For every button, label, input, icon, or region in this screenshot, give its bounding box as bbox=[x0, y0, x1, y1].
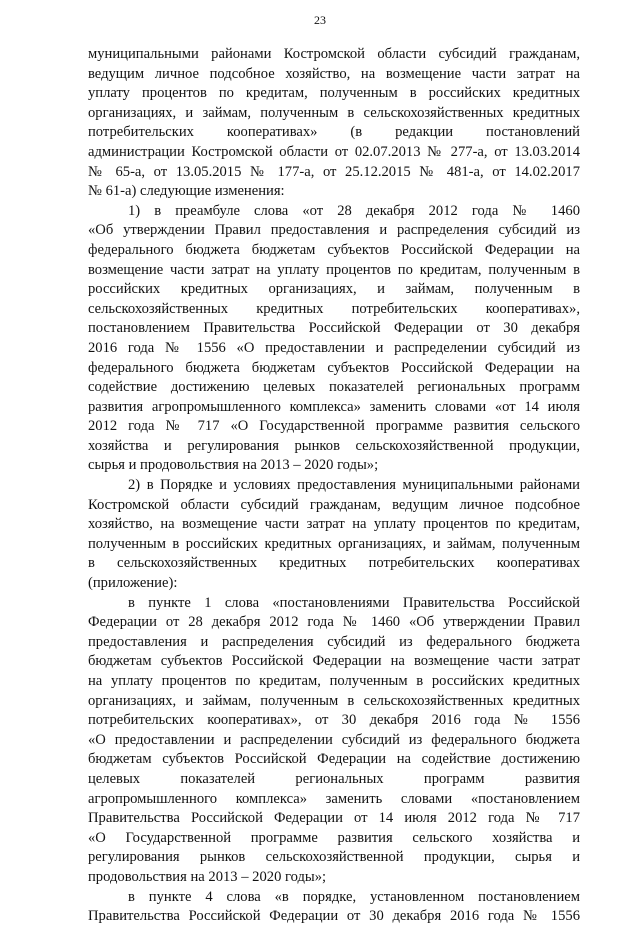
text-line: федерального бюджета бюджетам субъектов Российской Федерации на bbox=[88, 359, 580, 376]
text-line: федерального бюджета бюджетам субъектов Российской Федерации на bbox=[88, 241, 580, 258]
body-text bbox=[88, 45, 580, 927]
text-line: в пункте 4 слова «в порядке, установленном постановлением bbox=[128, 888, 580, 905]
text-line: «Об утверждении Правил предоставления и распределения субсидий из bbox=[88, 222, 580, 239]
paragraph-item-2 bbox=[88, 476, 580, 594]
text-line: содействие достижению целевых показателей региональных программ bbox=[88, 379, 580, 396]
text-line: в сельскохозяйственных кредитных потребительских кооперативах bbox=[88, 555, 580, 572]
text-line: бюджетам субъектов Российской Федерации на возмещение части затрат bbox=[88, 653, 580, 670]
page-number: 23 bbox=[314, 13, 326, 27]
text-line: ведущим личное подсобное хозяйство, на возмещение части затрат на bbox=[88, 65, 580, 82]
text-line: предоставления и распределения субсидий из федерального бюджета bbox=[88, 633, 580, 650]
text-line: хозяйство, на возмещение части затрат на уплату процентов по кредитам, bbox=[88, 516, 580, 533]
text-line: потребительских кооперативах» (в редакции постановлений bbox=[88, 124, 580, 141]
text-line: на уплату процентов по кредитам, полученным в российских кредитных bbox=[88, 673, 580, 689]
paragraph-point-1 bbox=[88, 594, 580, 888]
text-line: муниципальными районами Костромской области субсидий гражданам, bbox=[88, 46, 580, 62]
paragraph-point-4 bbox=[88, 888, 580, 927]
text-line: 2012 года № 717 «О Государственной программе развития сельского bbox=[88, 418, 580, 435]
text-line: продовольствия на 2013 – 2020 годы»; bbox=[88, 868, 327, 885]
text-line: хозяйства и регулирования рынков сельскохозяйственной продукции, bbox=[88, 437, 580, 454]
text-line: регулирования рынков сельскохозяйственной продукции, сырья и bbox=[88, 849, 580, 866]
text-line: 2016 года № 1556 «О предоставлении и распределении субсидий из bbox=[88, 339, 580, 356]
text-line: развития агропромышленного комплекса» заменить словами «от 14 июля bbox=[88, 398, 580, 415]
text-line: целевых показателей региональных программ развития bbox=[88, 770, 580, 787]
text-line: бюджетам субъектов Российской Федерации на содействие достижению bbox=[88, 751, 580, 768]
text-line: организациях, и займам, полученным в сельскохозяйственных кредитных bbox=[88, 104, 580, 121]
text-line: администрации Костромской области от 02.07.2013 № 277-а, от 13.03.2014 bbox=[88, 143, 580, 160]
text-line: постановлением Правительства Российской Федерации от 30 декабря bbox=[88, 320, 580, 337]
text-line: в пункте 1 слова «постановлениями Правительства Российской bbox=[128, 594, 580, 611]
text-line: (приложение): bbox=[88, 575, 178, 592]
text-line: Федерации от 28 декабря 2012 года № 1460 «Об утверждении Правил bbox=[88, 614, 580, 631]
text-line: агропромышленного комплекса» заменить словами «постановлением bbox=[88, 790, 580, 807]
paragraph-intro bbox=[88, 45, 580, 202]
text-line: полученным в российских кредитных организациях, и займам, полученным bbox=[88, 535, 580, 552]
text-line: № 65-а, от 13.05.2015 № 177-а, от 25.12.2015 № 481-а, от 14.02.2017 bbox=[88, 163, 580, 180]
text-line: возмещение части затрат на уплату процентов по кредитам, полученным в bbox=[88, 261, 580, 278]
text-line: Правительства Российской Федерации от 14 июля 2012 года № 717 bbox=[88, 810, 580, 827]
text-line: сырья и продовольствия на 2013 – 2020 годы»; bbox=[88, 457, 379, 474]
paragraph-item-1 bbox=[88, 202, 580, 476]
text-line: 2) в Порядке и условиях предоставления муниципальными районами bbox=[128, 477, 580, 494]
text-line: российских кредитных организациях, и займам, полученным в bbox=[88, 281, 580, 298]
text-line: потребительских кооперативах», от 30 декабря 2016 года № 1556 bbox=[88, 712, 580, 729]
text-line: Правительства Российской Федерации от 30 декабря 2016 года № 1556 bbox=[88, 908, 580, 925]
text-line: «О предоставлении и распределении субсидий из федерального бюджета bbox=[88, 731, 580, 748]
text-line: сельскохозяйственных кредитных потребительских кооперативах», bbox=[88, 300, 580, 317]
text-line: организациях, и займам, полученным в сельскохозяйственных кредитных bbox=[88, 692, 580, 709]
text-line: уплату процентов по кредитам, полученным в российских кредитных bbox=[88, 85, 580, 102]
text-line: № 61-а) следующие изменения: bbox=[88, 183, 285, 200]
text-line: 1) в преамбуле слова «от 28 декабря 2012 года № 1460 bbox=[128, 202, 580, 219]
text-line: «О Государственной программе развития сельского хозяйства и bbox=[88, 829, 580, 846]
text-line: Костромской области субсидий гражданам, ведущим личное подсобное bbox=[88, 496, 580, 513]
